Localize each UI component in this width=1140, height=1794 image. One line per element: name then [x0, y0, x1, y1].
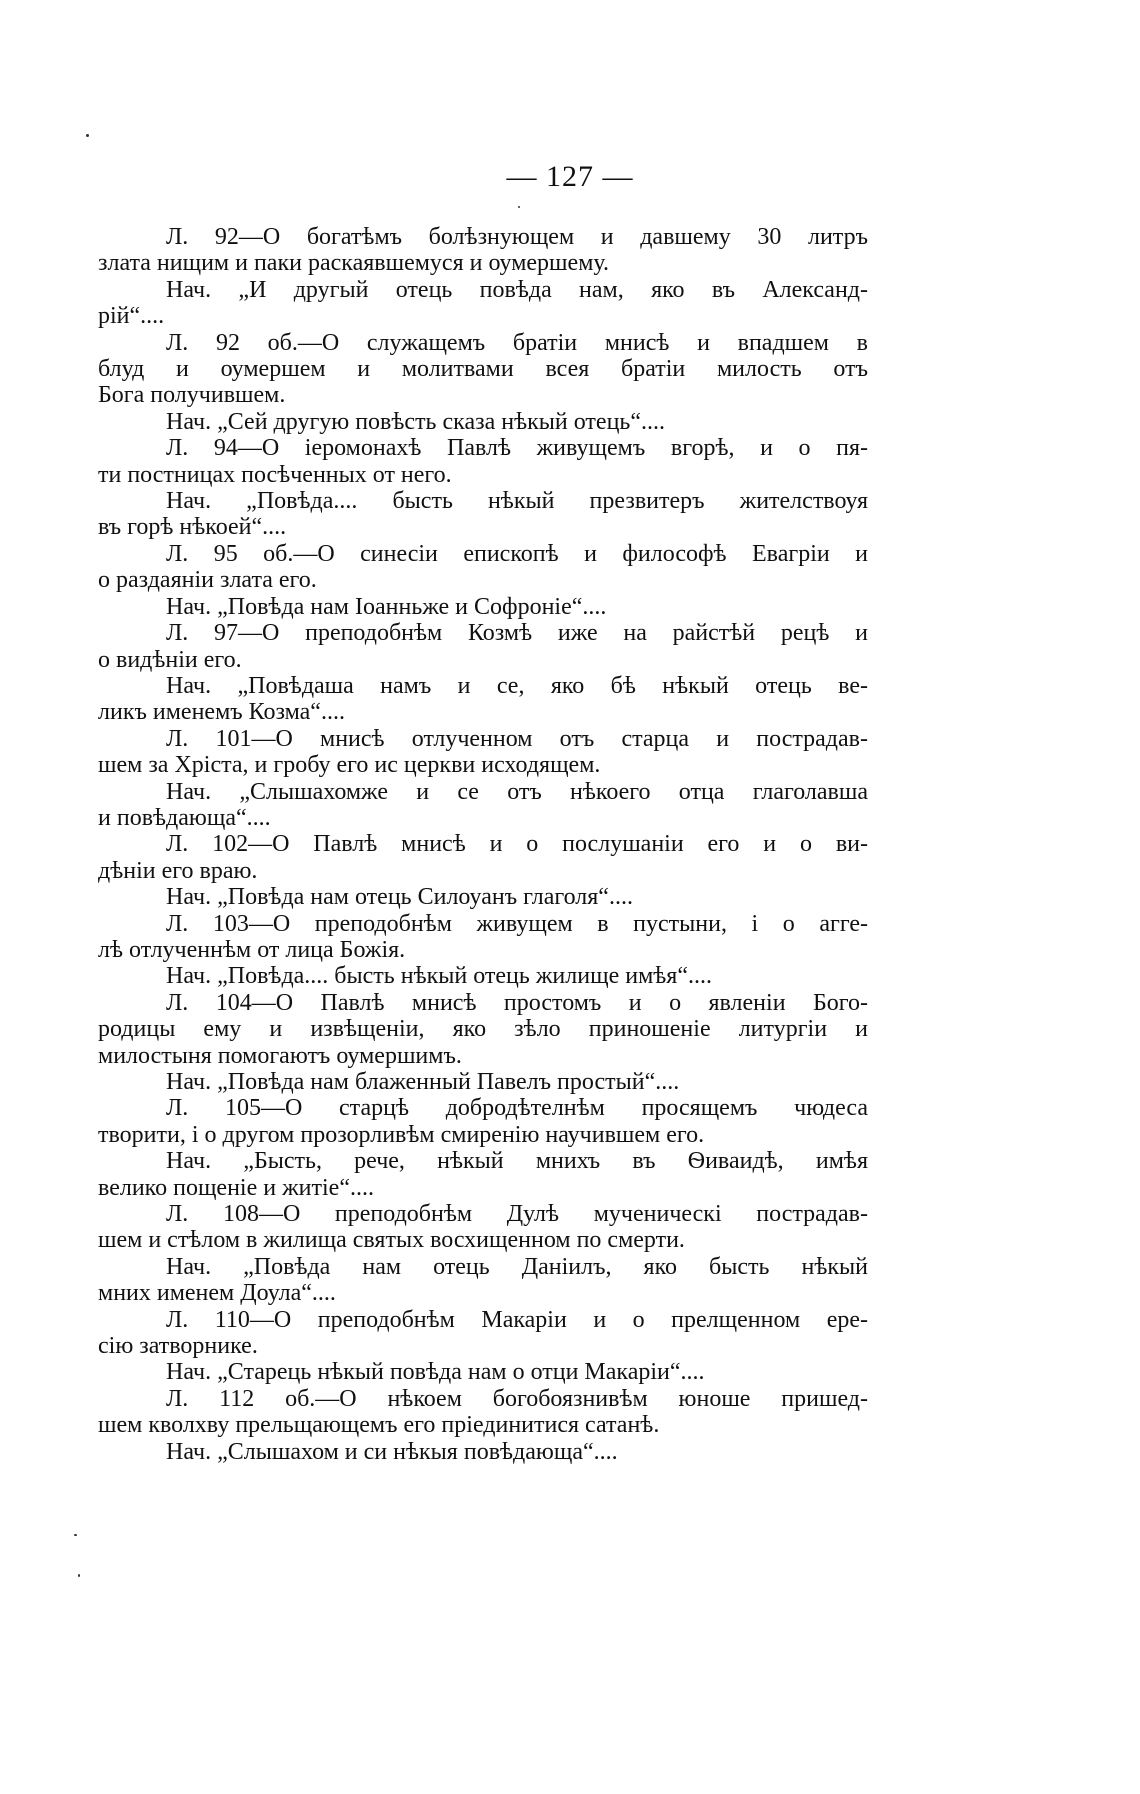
text-line: Л. 97—О преподобнѣм Козмѣ иже на райстѣй рецѣ и [166, 620, 868, 647]
catalog-entry [98, 990, 868, 1069]
text-line: сію затворнике. [98, 1333, 258, 1360]
catalog-entry [98, 488, 868, 541]
text-line: Нач. „Старець нѣкый повѣда нам о отци Макаріи“.... [166, 1359, 705, 1386]
catalog-entry [98, 673, 868, 726]
text-line: ликъ именемъ Козма“.... [98, 699, 345, 726]
text-line: Нач. „Повѣда нам Іоанньже и Софроніе“.... [166, 593, 607, 620]
scan-speck [74, 1534, 77, 1536]
catalog-entry [98, 1069, 868, 1095]
text-line: и повѣдающа“.... [98, 804, 271, 831]
text-line: творити, і о другом прозорливѣм смиренію научившем его. [98, 1121, 705, 1148]
catalog-entry [98, 911, 868, 964]
text-line: шем и стѣлом в жилища святых восхищенном по смерти. [98, 1227, 685, 1254]
scan-speck [518, 206, 520, 208]
text-line: о раздаяніи злата его. [98, 567, 317, 594]
text-line: Л. 101—О мнисѣ отлученном отъ старца и пострадав- [166, 725, 868, 752]
catalog-entry [98, 277, 868, 330]
catalog-entry [98, 831, 868, 884]
page-number: — 127 — [506, 160, 634, 193]
catalog-entry [98, 1307, 868, 1360]
text-line: Л. 104—О Павлѣ мнисѣ простомъ и о явленіи Бого- [166, 989, 868, 1016]
catalog-entry [98, 779, 868, 832]
text-line: Нач. „И другый отець повѣда нам, яко въ Александ- [166, 276, 868, 303]
text-line: Нач. „Повѣда нам блаженный Павелъ простый“.... [166, 1069, 680, 1095]
catalog-entry [98, 726, 868, 779]
text-line: мних именем Доула“.... [98, 1280, 336, 1307]
catalog-entry [98, 1386, 868, 1439]
catalog-text [98, 224, 868, 1465]
catalog-entry [98, 1439, 868, 1465]
text-line: Нач. „Повѣда.... бысть нѣкый презвитеръ жителствоуя [166, 488, 868, 515]
text-line: злата нищим и паки раскаявшемуся и оумершему. [98, 250, 609, 277]
text-line: Л. 94—О іеромонахѣ Павлѣ живущемъ вгорѣ, и о пя- [166, 435, 868, 462]
text-line: ти постницах посѣченных от него. [98, 461, 452, 488]
catalog-entry [98, 963, 868, 989]
text-line: въ горѣ нѣкоей“.... [98, 514, 287, 541]
text-line: Нач. „Повѣда.... бысть нѣкый отець жилище имѣя“.... [166, 963, 712, 990]
text-line: Бога получившем. [98, 382, 286, 409]
text-line: Л. 92—О богатѣмъ болѣзнующем и давшему 30 литръ [166, 224, 868, 250]
text-line: дѣніи его враю. [98, 857, 258, 884]
catalog-entry [98, 884, 868, 910]
text-line: Нач. „Сей другую повѣсть сказа нѣкый отець“.... [166, 408, 666, 435]
text-line: Л. 112 об.—О нѣкоем богобоязнивѣм юноше пришед- [166, 1385, 868, 1412]
text-line: лѣ отлученнѣм от лица Божія. [98, 936, 406, 963]
catalog-entry [98, 541, 868, 594]
catalog-entry [98, 594, 868, 620]
text-line: Нач. „Повѣда нам отець Силоуанъ глаголя“.... [166, 884, 633, 911]
text-line: Нач. „Слышахом и си нѣкыя повѣдающа“.... [166, 1438, 618, 1465]
text-line: Нач. „Повѣда нам отець Даніилъ, яко бысть нѣкый [166, 1253, 868, 1280]
catalog-entry [98, 1148, 868, 1201]
text-line: Л. 108—О преподобнѣм Дулѣ мученическі пострадав- [166, 1201, 868, 1228]
text-line: Л. 102—О Павлѣ мнисѣ и о послушаніи его и о ви- [166, 831, 868, 858]
catalog-entry [98, 435, 868, 488]
catalog-entry [98, 1201, 868, 1254]
text-line: Нач. „Бысть, рече, нѣкый мнихъ въ Ѳиваидѣ, имѣя [166, 1148, 868, 1175]
catalog-entry [98, 409, 868, 435]
text-line: родицы ему и извѣщеніи, яко зѣло приношеніе литургіи и [98, 1016, 868, 1043]
text-line: рій“.... [98, 303, 165, 330]
scan-speck [78, 1574, 80, 1577]
text-line: Нач. „Повѣдаша намъ и се, яко бѣ нѣкый отець ве- [166, 672, 868, 699]
catalog-entry [98, 1359, 868, 1385]
catalog-entry [98, 224, 868, 277]
catalog-entry [98, 620, 868, 673]
text-line: Л. 103—О преподобнѣм живущем в пустыни, і о агге- [166, 910, 868, 937]
text-line: шем кволхву прельщающемъ его пріединитися сатанѣ. [98, 1412, 660, 1439]
text-line: Л. 110—О преподобнѣм Макаріи и о прелщенном ере- [166, 1306, 868, 1333]
scan-speck [86, 134, 89, 137]
text-line: Л. 105—О старцѣ добродѣтелнѣм просящемъ чюдеса [166, 1095, 868, 1122]
text-line: о видѣніи его. [98, 646, 242, 673]
text-line: Л. 95 об.—О синесіи епископѣ и философѣ Евагріи и [166, 540, 868, 567]
text-line: Л. 92 об.—О служащемъ братіи мнисѣ и впадшем в [166, 329, 868, 356]
text-line: блуд и оумершем и молитвами всея братіи милость отъ [98, 356, 868, 383]
text-line: велико пощеніе и житіе“.... [98, 1174, 374, 1201]
text-line: Нач. „Слышахомже и се отъ нѣкоего отца глаголавша [166, 778, 868, 805]
catalog-entry [98, 1095, 868, 1148]
catalog-entry [98, 1254, 868, 1307]
catalog-entry [98, 330, 868, 409]
text-line: милостыня помогаютъ оумершимъ. [98, 1042, 462, 1069]
text-line: шем за Хріста, и гробу его ис церкви исходящем. [98, 752, 601, 779]
